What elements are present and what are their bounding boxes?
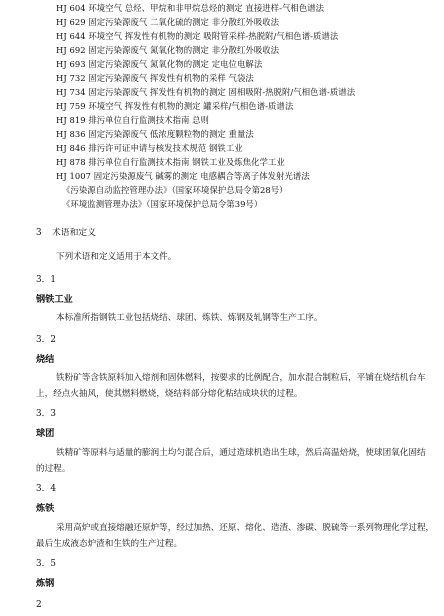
term-definition-line: 的过程。 (36, 464, 71, 474)
term-name: 球团 (36, 428, 55, 439)
term-name: 烧结 (36, 354, 55, 365)
reference-item: 《污染源自动监控管理办法》（国家环境保护总局令第28号） (62, 185, 288, 195)
term-definition-line: 上，经点火抽风，使其燃料燃烧，烧结料部分熔化粘结成块状的过程。 (36, 389, 303, 399)
reference-item: HJ 734 固定污染源废气 挥发性有机物的测定 固相吸附-热脱附/气相色谱-质谱法 (56, 87, 356, 97)
term-number: 3．5 (36, 559, 56, 569)
term-definition-line: 铁粉矿等含铁原料加入熔剂和固体燃料，按要求的比例配合，加水混合制粒后，平铺在烧结机台车 (56, 373, 426, 383)
term-definition-line: 铁精矿等原料与适量的膨润土均匀混合后，通过造球机造出生球，然后高温焙烧，使球团氧化固结 (56, 448, 426, 458)
term-name: 炼钢 (36, 578, 55, 589)
reference-item: HJ 836 固定污染源废气 低浓度颗粒物的测定 重量法 (56, 129, 254, 139)
section-title: 术语和定义 (52, 228, 96, 238)
term-number: 3．4 (36, 484, 56, 494)
term-name: 钢铁工业 (36, 294, 73, 305)
section-intro: 下列术语和定义适用于本文件。 (56, 252, 177, 262)
term-definition-line: 本标准所指钢铁工业包括烧结、球团、炼铁、炼钢及轧钢等生产工序。 (56, 313, 323, 323)
term-number: 3．3 (36, 409, 56, 419)
term-number: 3．1 (36, 275, 56, 285)
term-name: 炼铁 (36, 503, 55, 514)
reference-item: HJ 693 固定污染源废气 氮氧化物的测定 定电位电解法 (56, 59, 263, 69)
section-number: 3 (36, 228, 42, 238)
reference-item: HJ 629 固定污染源废气 二氧化硫的测定 非分散红外吸收法 (56, 17, 280, 27)
reference-item: HJ 644 环境空气 挥发性有机物的测定 吸附管采样-热脱附/气相色谱-质谱法 (56, 31, 339, 41)
reference-item: HJ 1007 固定污染源废气 碱雾的测定 电感耦合等离子体发射光谱法 (56, 171, 310, 181)
reference-item: HJ 732 固定污染源废气 挥发性有机物的采样 气袋法 (56, 73, 254, 83)
reference-item: HJ 878 排污单位自行监测技术指南 钢铁工业及炼焦化学工业 (56, 157, 285, 167)
reference-item: HJ 692 固定污染源废气 氮氧化物的测定 非分散红外吸收法 (56, 45, 280, 55)
reference-item: HJ 759 环境空气 挥发性有机物的测定 罐采样/气相色谱-质谱法 (56, 101, 294, 111)
reference-item: 《环境监测管理办法》（国家环境保护总局令第39号） (62, 199, 263, 209)
reference-item: HJ 819 排污单位自行监测技术指南 总则 (56, 115, 209, 125)
term-number: 3．2 (36, 335, 56, 345)
page-number: 2 (36, 600, 42, 610)
term-definition-line: 最后生成液态炉渣和生铁的生产过程。 (36, 539, 183, 549)
term-definition-line: 采用高炉或直接熔融还原炉等，经过加热、还原、熔化、造渣、渗碳、脱硫等一系列物理化学过程， (56, 523, 435, 533)
reference-item: HJ 846 排污许可证申请与核发技术规范 钢铁工业 (56, 143, 243, 153)
reference-item: HJ 604 环境空气 总烃、甲烷和非甲烷总烃的测定 直接进样-气相色谱法 (56, 3, 325, 13)
section-heading (36, 228, 96, 239)
